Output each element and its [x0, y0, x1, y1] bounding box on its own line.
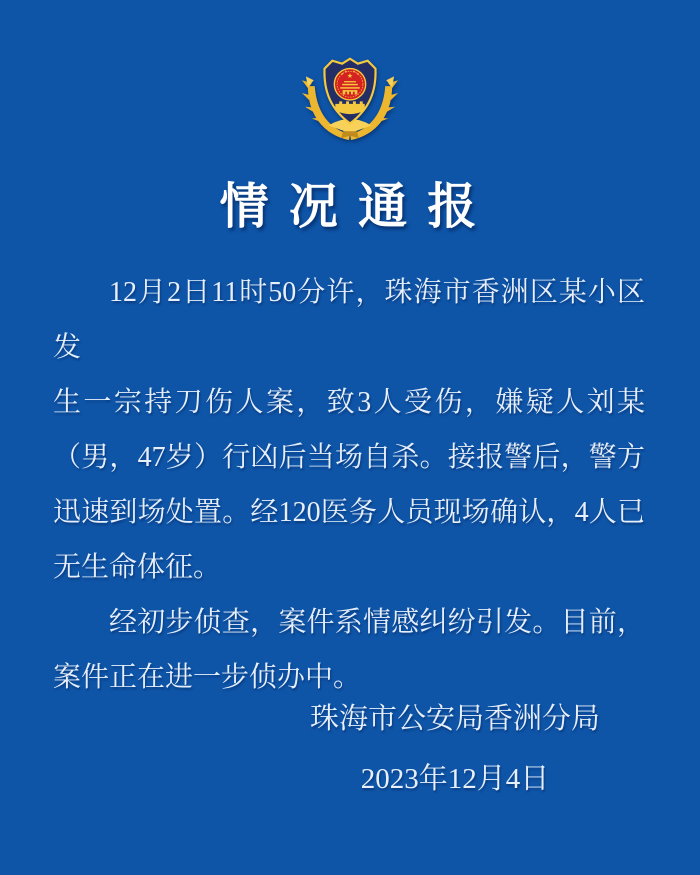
notice-title: 情 况 通 报 — [219, 179, 481, 234]
body-line-7: 案件正在进一步侦办中。 — [53, 662, 362, 693]
svg-text:★: ★ — [352, 69, 356, 74]
notice-body — [53, 265, 645, 705]
body-line-6: 经初步侦查，案件系情感纠纷引发。目前， — [109, 607, 645, 638]
svg-text:★: ★ — [356, 71, 360, 76]
signature-block — [310, 702, 600, 796]
body-line-1: 12月2日11时50分许，珠海市香洲区某小区发 — [53, 277, 645, 363]
svg-text:★: ★ — [346, 71, 354, 80]
body-line-5: 无生命体征。 — [53, 552, 222, 583]
police-badge-icon — [301, 47, 399, 143]
issue-date: 2023年12月4日 — [360, 763, 550, 795]
issuer-name: 珠海市公安局香洲分局 — [309, 703, 600, 735]
badge-gate-doors — [345, 92, 354, 95]
body-line-4: 迅速到场处置。经120医务人员现场确认，4人已 — [53, 497, 645, 528]
badge-red-disc — [334, 69, 365, 100]
police-badge-svg — [301, 47, 399, 143]
body-line-3: （男，47岁）行凶后当场自杀。接报警后，警方 — [53, 442, 645, 473]
svg-text:★: ★ — [340, 71, 344, 76]
svg-text:★: ★ — [344, 69, 348, 74]
body-line-2: 生一宗持刀伤人案，致3人受伤，嫌疑人刘某 — [53, 387, 645, 418]
